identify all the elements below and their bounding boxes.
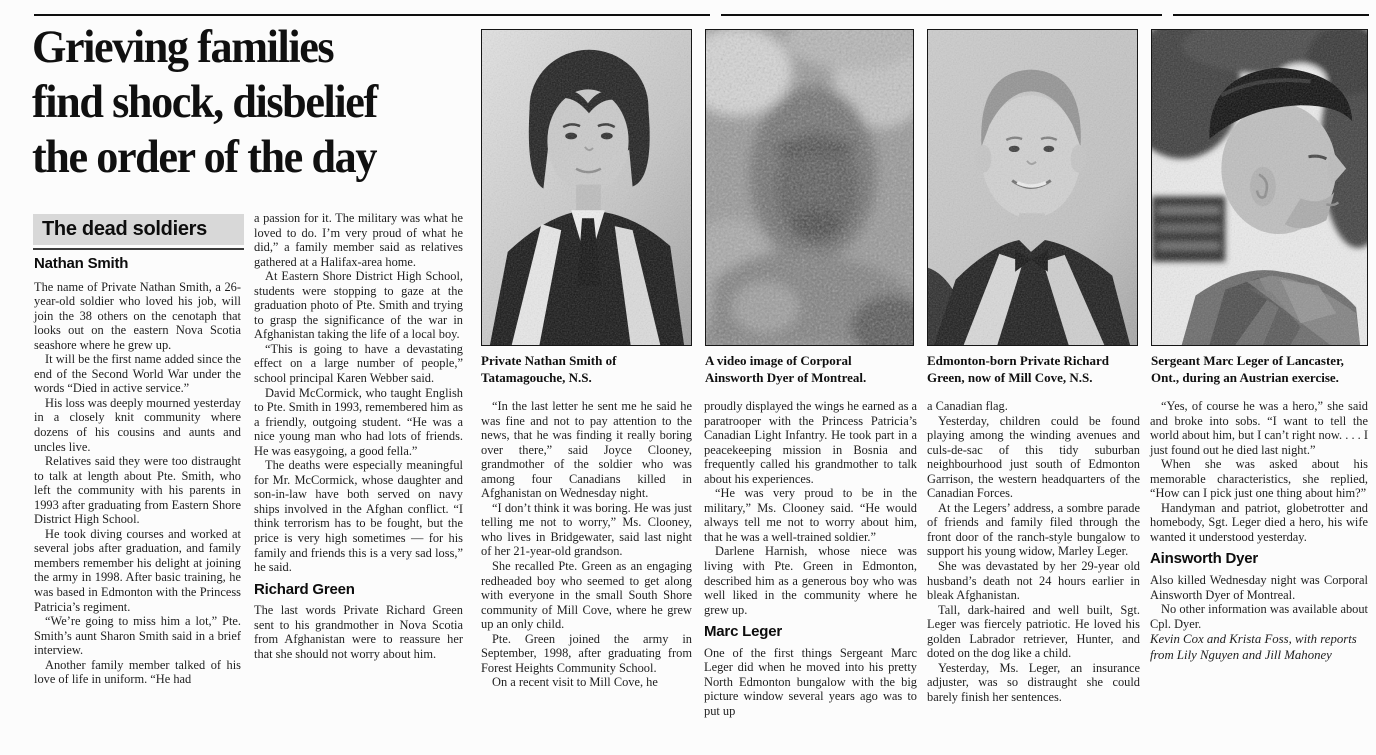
headline: [32, 20, 483, 185]
subhead-nathan-smith: Nathan Smith: [34, 255, 129, 272]
text-column-5: [927, 399, 1140, 704]
article-paragraph: Yesterday, Ms. Leger, an insurance adjuster, was so distraught she could barely finish her sentences.: [927, 660, 1140, 704]
ainsworth-dyer-photo: [705, 29, 914, 346]
nathan-smith-photo: [481, 29, 692, 346]
article-paragraph: “This is going to have a devastating effect on a large number of people,” school principal Karen Webber said.: [254, 341, 463, 386]
kicker-dead-soldiers: The dead soldiers: [33, 214, 244, 245]
article-paragraph: The name of Private Nathan Smith, a 26-year-old soldier who loved his job, will join the 38 others on the cenotaph that looks out on the eastern Nova Scotia seashore where he grew up.: [34, 279, 241, 352]
article-paragraph: Another family member talked of his love of life in uniform. “He had: [34, 657, 241, 687]
kicker-rule: [33, 248, 244, 250]
article-paragraph: At the Legers’ address, a sombre parade of friends and family filed through the front door of the ranch-style bungalow to support his young widow, Marley Leger.: [927, 500, 1140, 559]
article-paragraph: Darlene Harnish, whose niece was living with Pte. Green in Edmonton, described him as a generous boy who was well liked in the community where he grew up.: [704, 544, 917, 617]
byline: Kevin Cox and Krista Foss, with reports from Lily Nguyen and Jill Mahoney: [1150, 632, 1357, 663]
article-paragraph: Relatives said they were too distraught to talk at length about Pte. Smith, who left the community with his parents in 1993 after graduating from Eastern Shore District High School.: [34, 454, 241, 527]
article-paragraph: No other information was available about Cpl. Dyer.: [1150, 602, 1368, 631]
headline-line-3: the order of the day: [32, 131, 377, 183]
text-column-3: [481, 399, 692, 690]
richard-green-photo: [927, 29, 1138, 346]
article-paragraph: When she was asked about his memorable characteristics, she replied, “How can I pick just one thing about him?”: [1150, 457, 1368, 501]
article-paragraph: It will be the first name added since the end of the Second World War under the words “Died in active service.”: [34, 352, 241, 396]
text-column-6: [1150, 399, 1368, 663]
top-rule-middle: [721, 14, 1162, 16]
article-paragraph: The deaths were especially meaningful for Mr. McCormick, whose daughter and son-in-law have both served on navy ships involved in the Afghan conflict. “I think terrorism has to be fought, but the price is very high sometimes — for his family and friends this is a very sad loss,” he said.: [254, 458, 463, 575]
text-column-4: [704, 399, 917, 718]
text-column-2: [254, 211, 463, 661]
article-paragraph: One of the first things Sergeant Marc Leger did when he moved into his pretty North Edmonton bungalow with the big picture window several years ago was to put up: [704, 645, 917, 718]
article-paragraph: “I don’t think it was boring. He was just telling me not to worry,” Ms. Clooney, who lives in Bridgewater, said last night of her 21-year-old grandson.: [481, 500, 692, 559]
article-paragraph: Yesterday, children could be found playing among the winding avenues and culs-de-sac of this tidy suburban neighbourhood just south of Edmonton Garrison, the western headquarters of the Canadian Forces.: [927, 413, 1140, 501]
caption-richard-green: Edmonton-born Private Richard Green, now of Mill Cove, N.S.: [927, 353, 1109, 385]
top-rule-right: [1173, 14, 1369, 16]
richard-green-portrait-graphic: [928, 30, 1137, 345]
article-paragraph: His loss was deeply mourned yesterday in a closely knit community where dozens of his cousins and aunts and uncles live.: [34, 395, 241, 454]
article-paragraph: She was devastated by her 29-year old husband’s death not 24 hours earlier in bleak Afghanistan.: [927, 559, 1140, 603]
caption-marc-leger: Sergeant Marc Leger of Lancaster, Ont., during an Austrian exercise.: [1151, 353, 1344, 385]
article-paragraph: a passion for it. The military was what he loved to do. I’m very proud of what he did,” a family member said as relatives gathered at a Halifax-area home.: [254, 211, 463, 269]
article-paragraph: Pte. Green joined the army in September, 1998, after graduating from Forest Heights Community School.: [481, 631, 692, 675]
headline-line-1: Grieving families: [32, 21, 334, 73]
text-column-1: [34, 257, 241, 687]
nathan-smith-portrait-graphic: [482, 30, 691, 345]
marc-leger-photo: [1151, 29, 1368, 346]
top-rule-left: [34, 14, 710, 16]
article-paragraph: “He was very proud to be in the military,” Ms. Clooney said. “He would always tell me not to worry about him, that he was a well-trained soldier.”: [704, 486, 917, 544]
caption-nathan-smith: Private Nathan Smith of Tatamagouche, N.S.: [481, 353, 617, 385]
article-paragraph: The last words Private Richard Green sent to his grandmother in Nova Scotia from Afghanistan were to reassure her that she should not worry about him.: [254, 603, 463, 661]
article-paragraph: Tall, dark-haired and well built, Sgt. Leger was fiercely patriotic. He loved his golden Labrador retriever, Hunter, and doted on the dog like a child.: [927, 602, 1140, 661]
article-paragraph: “We’re going to miss him a lot,” Pte. Smith’s aunt Sharon Smith said in a brief interview.: [34, 614, 241, 658]
article-paragraph: On a recent visit to Mill Cove, he: [492, 675, 658, 690]
article-paragraph: “Yes, of course he was a hero,” she said and broke into sobs. “I want to tell the world about him, but I can’t right now. . . . I just found out he died last night.”: [1150, 399, 1368, 457]
subhead-ainsworth-dyer: Ainsworth Dyer: [1150, 550, 1259, 568]
marc-leger-profile-graphic: [1152, 30, 1367, 345]
article-paragraph: Also killed Wednesday night was Corporal Ainsworth Dyer of Montreal.: [1150, 573, 1368, 602]
caption-ainsworth-dyer: A video image of Corporal Ainsworth Dyer of Montreal.: [705, 353, 867, 385]
subhead-richard-green: Richard Green: [254, 580, 355, 598]
article-paragraph: proudly displayed the wings he earned as a paratrooper with the Princess Patricia’s Canadian Light Infantry. He took part in a peacekeeping mission in Bosnia and frequently called his grandmother to talk about his experiences.: [704, 399, 917, 486]
article-paragraph: Handyman and patriot, globetrotter and homebody, Sgt. Leger died a hero, his wife wanted it understood yesterday.: [1150, 500, 1368, 544]
article-paragraph: David McCormick, who taught English to Pte. Smith in 1993, remembered him as a friendly, outgoing student. “He was a nice young man who had lots of friends. He was easygoing, a good fella.”: [254, 385, 463, 458]
article-paragraph: She recalled Pte. Green as an engaging redheaded boy who seemed to get along with everyone in the small South Shore community of Mill Cove, where he grew up an only child.: [481, 559, 692, 632]
article-paragraph: He took diving courses and worked at several jobs after graduation, and family members remember his delight at joining the army in 1998. After basic training, he was based in Edmonton with the Princess Patricia’s regiment.: [34, 526, 241, 614]
headline-line-2: find shock, disbelief: [32, 76, 377, 128]
article-paragraph: “In the last letter he sent me he said he was fine and not to pay attention to the news, that he was finding it really boring over there,” said Joyce Clooney, grandmother of the soldier who was among four Canadians killed in Afghanistan on Wednesday night.: [481, 399, 692, 501]
subhead-marc-leger: Marc Leger: [704, 623, 783, 641]
article-paragraph: a Canadian flag.: [927, 399, 1008, 413]
ainsworth-dyer-video-still-graphic: [706, 30, 913, 345]
article-paragraph: At Eastern Shore District High School, students were stopping to gaze at the graduation photo of Pte. Smith and trying to grasp the significance of the war in Afghanistan taking the life of a local boy.: [254, 269, 463, 342]
